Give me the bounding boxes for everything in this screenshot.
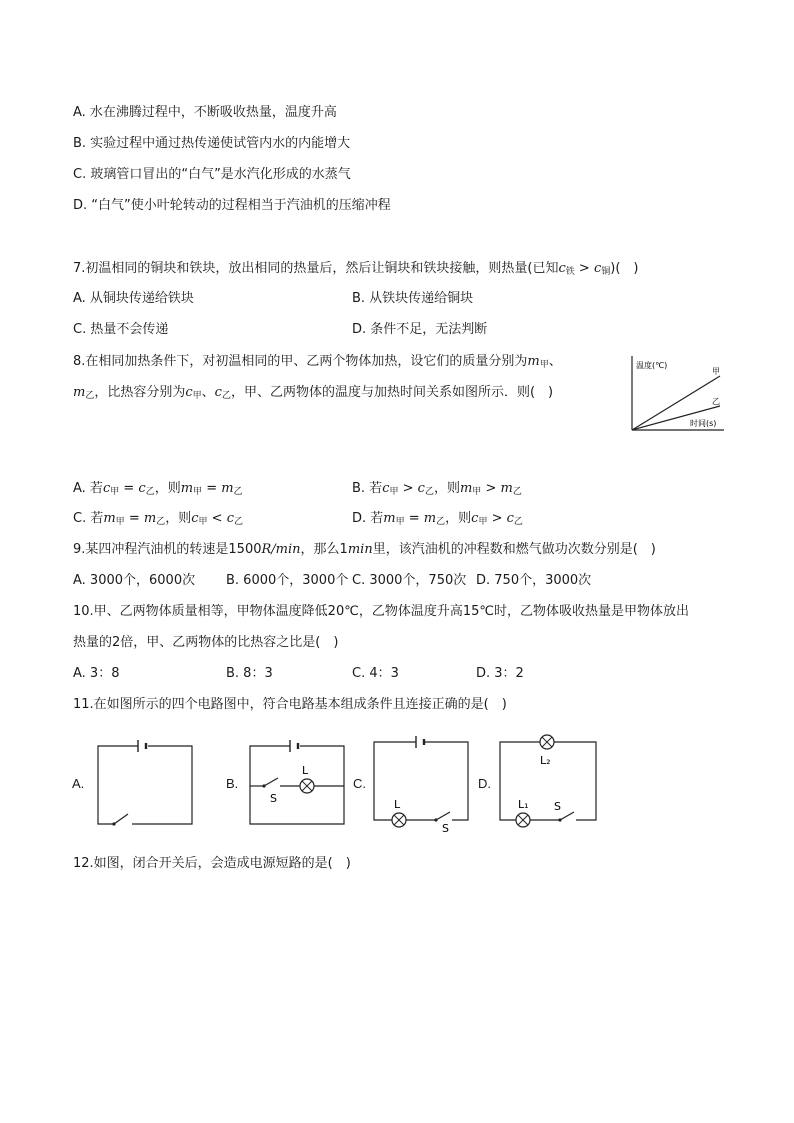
q11-d-lamp2-label: L₂ — [540, 754, 551, 767]
q8-d-s4: 乙 — [513, 517, 523, 527]
q6-option-c: C. 玻璃管口冒出的“白气”是水汽化形成的水蒸气 — [73, 167, 351, 182]
q9-option-c: C. 3000个，750次 — [352, 573, 467, 588]
q8-c-lt: < — [207, 511, 227, 526]
q8-d-m2: m — [423, 511, 437, 526]
q8-a-s1: 甲 — [110, 487, 120, 497]
q8-d-s1: 甲 — [395, 517, 405, 527]
q8-b-m1: m — [459, 481, 473, 496]
q6-option-b: B. 实验过程中通过热传递使试管内水的内能增大 — [73, 136, 351, 151]
q10-option-c: C. 4：3 — [352, 666, 399, 681]
q8-a-m2: m — [221, 481, 234, 496]
q8-sub-jia: 甲 — [539, 360, 549, 370]
q11-label-a: A. — [72, 776, 85, 791]
q7-option-c: C. 热量不会传递 — [73, 322, 169, 337]
q8-b-c2: c — [417, 481, 425, 496]
q8-c-c2: c — [226, 511, 234, 526]
q8-c-s3: 甲 — [198, 517, 208, 527]
q8-c-jia: c — [185, 385, 193, 400]
q10-option-d: D. 3：2 — [476, 666, 524, 681]
q8-c-m1: m — [103, 511, 116, 526]
q8-c-s2: 乙 — [156, 517, 166, 527]
q9-stem-c: 里，该汽油机的冲程数和燃气做功次数分别是( ) — [372, 542, 656, 557]
q8-d-m1: m — [383, 511, 396, 526]
q8-line1-text: 8.在相同加热条件下，对初温相同的甲、乙两个物体加热，设它们的质量分别为 — [73, 354, 528, 369]
q8-stem-line1 — [73, 353, 562, 374]
q8-b-then: ，则 — [433, 481, 460, 496]
q8-c-m2: m — [143, 511, 157, 526]
q8-a-s3: 甲 — [193, 487, 203, 497]
q11-b-switch-blade — [264, 778, 278, 786]
q6-option-d: D. “白气”使小叶轮转动的过程相当于汽油机的压缩冲程 — [73, 198, 391, 213]
q11-label-c: C. — [353, 776, 366, 791]
q8-m-yi: m — [73, 385, 86, 400]
q8-a-c1: c — [102, 481, 111, 496]
q9-option-b: B. 6000个，3000个 — [226, 573, 349, 588]
q8-sub-yi: 乙 — [85, 391, 95, 401]
q9-option-d: D. 750个，3000次 — [476, 573, 592, 588]
q11-d-switch-label: S — [554, 800, 561, 813]
q7-c-fe: c — [558, 261, 566, 276]
q8-option-d — [352, 510, 523, 531]
q7-c-cu: c — [593, 261, 602, 276]
q11-a-wire-left — [98, 746, 138, 824]
q8-series-jia-label: 甲 — [712, 367, 720, 376]
q8-series-yi-label: 乙 — [712, 397, 720, 406]
q8-c-pre: C. 若 — [73, 511, 104, 526]
q8-b-gt1: > — [398, 481, 418, 496]
q10-option-b: B. 8：3 — [226, 666, 273, 681]
q8-d-then: ，则 — [445, 511, 472, 526]
q8-y-label: 温度(℃) — [636, 361, 668, 370]
q8-d-s2: 乙 — [436, 517, 446, 527]
q8-a-eq2: = — [202, 481, 222, 496]
q8-sep: 、 — [548, 354, 562, 369]
q8-c-c1: c — [191, 511, 199, 526]
q7-gt: > — [574, 261, 594, 276]
q8-d-pre: D. 若 — [352, 511, 384, 526]
q11-d-switch-blade — [560, 812, 574, 820]
q11-b-switch-label: S — [270, 792, 277, 805]
q8-a-pre: A. 若 — [73, 481, 103, 496]
q9-stem-a: 9.某四冲程汽油机的转速是 — [73, 542, 229, 557]
q11-a-switch-pivot — [112, 822, 115, 825]
q8-option-a — [73, 480, 243, 501]
q8-line2-end: ，甲、乙两物体的温度与加热时间关系如图所示．则( ) — [230, 385, 554, 400]
q11-c-wire-right — [424, 742, 468, 820]
q8-stem-line2 — [73, 384, 553, 405]
q7-stem-text: 7.初温相同的铜块和铁块，放出相同的热量后，然后让铜块和铁块接触，则热量(已知 — [73, 261, 559, 276]
q11-circuit-c — [370, 734, 472, 834]
q11-circuit-b — [246, 738, 348, 830]
q7-option-a: A. 从铜块传递给铁块 — [73, 291, 194, 306]
q8-d-eq: = — [404, 511, 424, 526]
q8-a-m1: m — [180, 481, 194, 496]
q12-stem: 12.如图，闭合开关后，会造成电源短路的是( ) — [73, 856, 351, 871]
q11-c-lamp-label: L — [394, 798, 401, 811]
q8-b-s2: 乙 — [424, 487, 434, 497]
q8-c-yi: c — [214, 385, 222, 400]
q9-stem — [73, 541, 656, 559]
q9-stem-b: ，那么 — [300, 542, 340, 557]
q8-a-s4: 乙 — [233, 487, 243, 497]
q8-b-s4: 乙 — [512, 487, 522, 497]
q8-a-then: ，则 — [154, 481, 181, 496]
q8-a-eq1: = — [119, 481, 139, 496]
q11-c-switch-label: S — [442, 822, 449, 834]
q8-temperature-graph — [628, 352, 728, 434]
q8-c-then: ，则 — [165, 511, 192, 526]
q11-d-lamp1-label: L₁ — [518, 798, 529, 811]
q11-label-d: D. — [478, 776, 491, 791]
q8-line2-text: ，比热容分别为 — [94, 385, 186, 400]
q9-time-unit: min — [347, 542, 373, 557]
q10-stem-line2: 热量的2倍，甲、乙两物体的比热容之比是( ) — [73, 635, 339, 650]
q8-d-c1: c — [471, 511, 479, 526]
q9-unit: R/min — [261, 542, 301, 557]
q8-x-label: 时间(s) — [690, 419, 717, 428]
q11-circuit-d — [496, 732, 600, 832]
q8-b-c1: c — [382, 481, 390, 496]
q7-option-d: D. 条件不足，无法判断 — [352, 322, 488, 337]
q8-c-s1: 甲 — [115, 517, 125, 527]
q8-c-eq: = — [124, 511, 144, 526]
q8-c-s4: 乙 — [233, 517, 243, 527]
q8-sep2: 、 — [201, 385, 215, 400]
q6-option-a: A. 水在沸腾过程中，不断吸收热量，温度升高 — [73, 105, 337, 120]
q9-option-a: A. 3000个，6000次 — [73, 573, 196, 588]
q8-option-b — [352, 480, 522, 501]
q8-a-s2: 乙 — [145, 487, 155, 497]
q10-stem-line1: 10.甲、乙两物体质量相等，甲物体温度降低20℃，乙物体温度升高15℃时，乙物体吸收热量是甲物体放出 — [73, 604, 689, 619]
q8-m-jia: m — [527, 354, 540, 369]
q11-circuit-a — [94, 738, 196, 830]
q9-speed: 1500 — [228, 542, 262, 557]
q7-sub-fe: 铁 — [565, 267, 575, 277]
q8-d-gt: > — [487, 511, 507, 526]
q7-option-b: B. 从铁块传递给铜块 — [352, 291, 474, 306]
q11-a-switch-blade — [114, 814, 128, 824]
q8-d-s3: 甲 — [478, 517, 488, 527]
q7-sub-cu: 铜 — [601, 267, 611, 277]
q8-c-sub-yi: 乙 — [221, 391, 231, 401]
q7-stem-end: )( ) — [610, 261, 639, 276]
q8-b-m2: m — [500, 481, 513, 496]
q7-stem — [73, 260, 638, 281]
q11-b-lamp-label: L — [302, 764, 309, 777]
q8-d-c2: c — [506, 511, 514, 526]
q8-option-c — [73, 510, 243, 531]
q8-a-c2: c — [138, 481, 146, 496]
q8-b-pre: B. 若 — [352, 481, 383, 496]
q10-option-a: A. 3：8 — [73, 666, 120, 681]
q8-c-sub-jia: 甲 — [192, 391, 202, 401]
q11-label-b: B. — [226, 776, 239, 791]
q11-c-switch-blade — [436, 812, 450, 820]
q11-stem: 11.在如图所示的四个电路图中，符合电路基本组成条件且连接正确的是( ) — [73, 697, 507, 712]
q11-a-wire-right — [132, 746, 192, 824]
q8-b-gt2: > — [481, 481, 501, 496]
q8-b-s1: 甲 — [389, 487, 399, 497]
q9-time: 1 — [339, 542, 348, 557]
q8-b-s3: 甲 — [472, 487, 482, 497]
